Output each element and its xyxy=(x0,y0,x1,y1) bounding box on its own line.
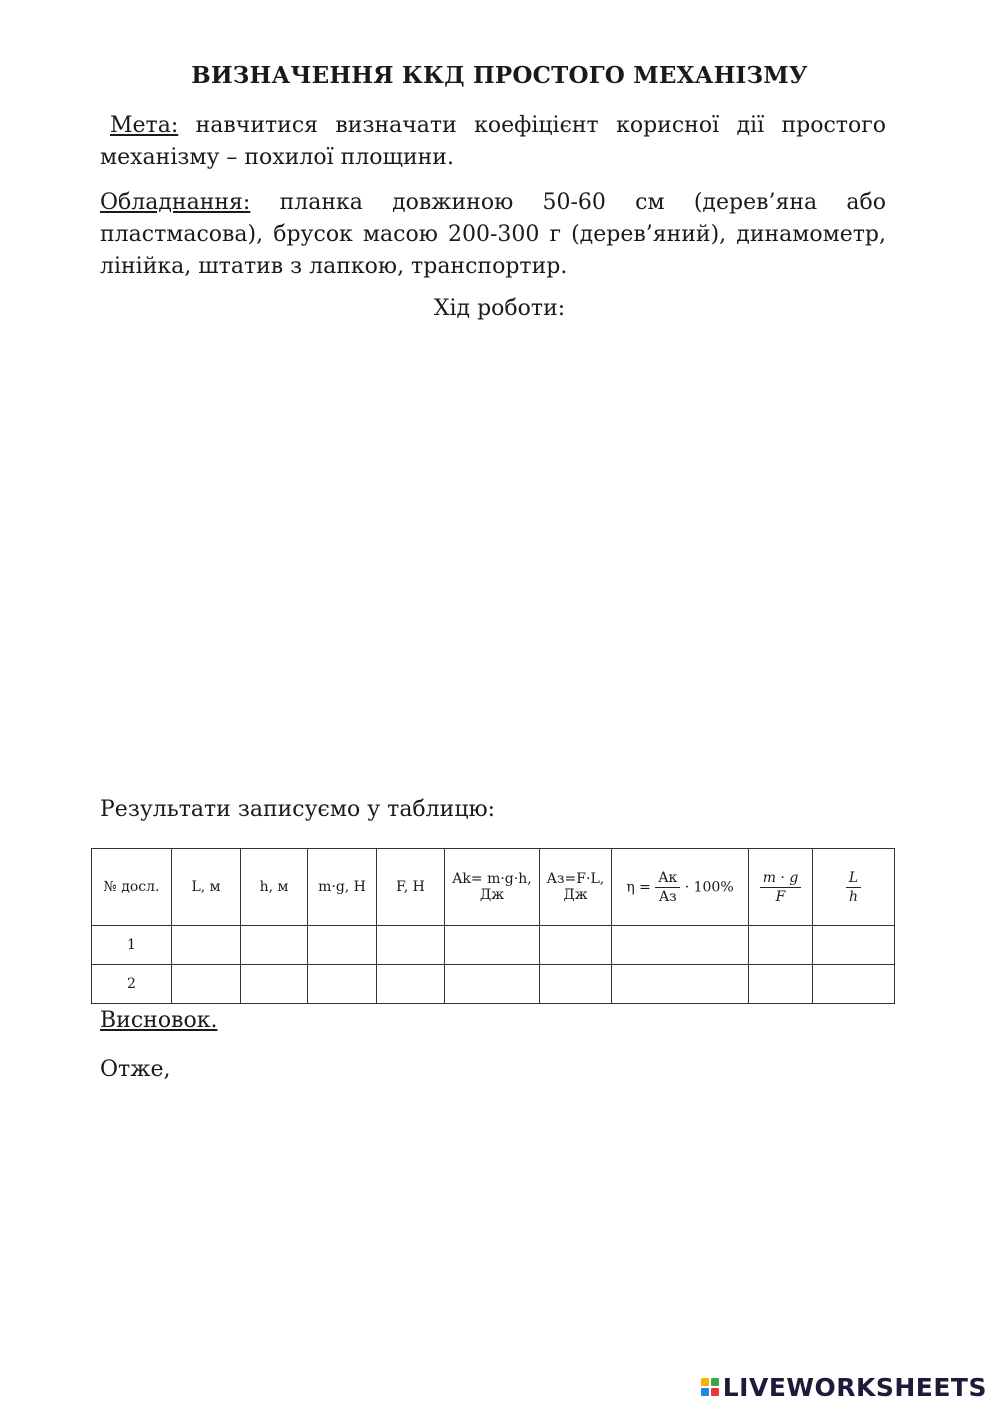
cell-input[interactable] xyxy=(813,965,895,1004)
goal-paragraph xyxy=(100,110,886,174)
liveworksheets-logo-icon xyxy=(701,1378,719,1396)
row-number: 2 xyxy=(92,965,172,1004)
row-number: 1 xyxy=(92,926,172,965)
logo-square xyxy=(701,1378,709,1386)
l-over-h-numerator: L xyxy=(846,869,861,888)
goal-text: навчитися визначати коефіцієнт корисної дії простого механізму – похилої площини. xyxy=(100,113,886,170)
cell-input[interactable] xyxy=(241,926,308,965)
watermark-text: LIVEWORKSHEETS xyxy=(722,1372,987,1402)
cell-input[interactable] xyxy=(749,926,813,965)
mg-over-f-denominator: F xyxy=(775,888,786,905)
cell-input[interactable] xyxy=(540,926,612,965)
header-experiment-number: № досл. xyxy=(92,849,172,926)
cell-input[interactable] xyxy=(612,965,749,1004)
liveworksheets-watermark xyxy=(701,1370,987,1404)
cell-input[interactable] xyxy=(749,965,813,1004)
equipment-paragraph xyxy=(100,187,886,283)
header-efficiency xyxy=(612,849,749,926)
efficiency-prefix: η = xyxy=(626,879,651,895)
conclusion-label: Висновок. xyxy=(100,1008,218,1033)
cell-input[interactable] xyxy=(813,926,895,965)
table-row xyxy=(92,926,895,965)
page-title: ВИЗНАЧЕННЯ ККД ПРОСТОГО МЕХАНІЗМУ xyxy=(191,62,808,89)
header-force: F, Н xyxy=(377,849,445,926)
table-header-row xyxy=(92,849,895,926)
header-total-work: Aз=F·L, Дж xyxy=(540,849,612,926)
procedure-heading: Хід роботи: xyxy=(433,296,566,321)
cell-input[interactable] xyxy=(241,965,308,1004)
logo-square xyxy=(711,1388,719,1396)
logo-square xyxy=(711,1378,719,1386)
cell-input[interactable] xyxy=(540,965,612,1004)
header-height: h, м xyxy=(241,849,308,926)
efficiency-fraction xyxy=(655,869,680,906)
header-l-over-h xyxy=(813,849,895,926)
cell-input[interactable] xyxy=(308,965,377,1004)
header-mg-over-f xyxy=(749,849,813,926)
mg-over-f-numerator: m · g xyxy=(760,869,802,888)
cell-input[interactable] xyxy=(445,965,540,1004)
cell-input[interactable] xyxy=(445,926,540,965)
cell-input[interactable] xyxy=(308,926,377,965)
results-caption: Результати записуємо у таблицю: xyxy=(100,797,496,822)
l-over-h-denominator: h xyxy=(848,888,858,905)
efficiency-suffix: · 100% xyxy=(684,879,734,895)
cell-input[interactable] xyxy=(172,926,241,965)
cell-input[interactable] xyxy=(377,965,445,1004)
efficiency-denominator: Aз xyxy=(658,888,677,905)
equipment-label: Обладнання: xyxy=(100,190,251,215)
mg-over-f-fraction xyxy=(760,869,802,906)
equipment-text: планка довжиною 50-60 см (дерев’яна або пластмасова), брусок масою 200-300 г (дерев’яний), динамометр, лінійка, штатив з лапкою, транспортир. xyxy=(100,190,886,279)
cell-input[interactable] xyxy=(172,965,241,1004)
results-table xyxy=(91,848,895,1004)
cell-input[interactable] xyxy=(612,926,749,965)
table-row xyxy=(92,965,895,1004)
header-useful-work: Ak= m·g·h, Дж xyxy=(445,849,540,926)
logo-square xyxy=(701,1388,709,1396)
l-over-h-fraction xyxy=(846,869,861,906)
header-weight: m·g, Н xyxy=(308,849,377,926)
conclusion-start: Отже, xyxy=(100,1057,171,1082)
header-length: L, м xyxy=(172,849,241,926)
cell-input[interactable] xyxy=(377,926,445,965)
efficiency-numerator: Aк xyxy=(655,869,680,888)
goal-label: Мета: xyxy=(110,113,179,138)
